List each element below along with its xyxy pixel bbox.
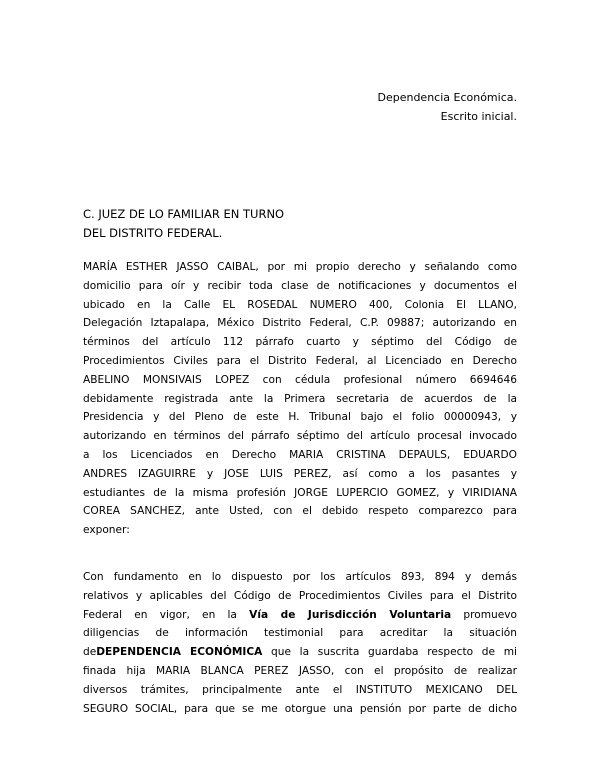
document-heading (377, 88, 517, 126)
heading-line-1: Dependencia Económica. (377, 91, 517, 104)
line-text: Federal en vigor, en la (83, 608, 250, 621)
paragraph-line: debidamente registrada ante la Primera secretaria de acuerdos de la (83, 392, 517, 405)
paragraph-line: Procedimientos Civiles para el Distrito Federal, al Licenciado en Derecho (83, 354, 517, 367)
heading-line-2: Escrito inicial. (440, 110, 517, 123)
paragraph-line: Con fundamento en lo dispuesto por los artículos 893, 894 y demás (83, 571, 517, 583)
bold-dependency-term: DEPENDENCIA ECONÓMICA (96, 646, 263, 659)
paragraph-line: Delegación Iztapalapa, México Distrito Federal, C.P. 09887; autorizando en (83, 317, 517, 330)
bold-procedure-name: Vía de Jurisdicción Voluntaria (249, 608, 452, 621)
paragraph-petitioner (83, 258, 517, 540)
paragraph-line: relativos y aplicables del Código de Procedimientos Civiles para el Distrito (83, 589, 517, 602)
paragraph-line: diversos trámites, principalmente ante el INSTITUTO MEXICANO DEL (83, 683, 517, 696)
paragraph-line: autorizando en términos del párrafo séptimo del artículo procesal invocado (83, 430, 517, 443)
paragraph-grounds (83, 568, 517, 718)
paragraph-line: Presidencia y del Pleno de este H. Tribunal bajo el folio 00000943, y (83, 411, 517, 424)
paragraph-line: domicilio para oír y recibir toda clase de notificaciones y documentos el (83, 279, 517, 292)
paragraph-line: términos del artículo 112 párrafo cuarto y séptimo del Código de (83, 336, 517, 349)
addressee-block (83, 205, 284, 243)
line-text: promuevo (451, 608, 517, 621)
paragraph-line: ABELINO MONSIVAIS LOPEZ con cédula profesional número 6694646 (83, 373, 517, 386)
paragraph-line (83, 643, 517, 662)
paragraph-line: ubicado en la Calle EL ROSEDAL NUMERO 400, Colonia El LLANO, (83, 298, 517, 311)
paragraph-line (83, 606, 517, 625)
line-text: que la suscrita guardaba respecto de mi (262, 646, 517, 659)
paragraph-line: SEGURO SOCIAL, para que se me otorgue una pensión por parte de dicho (83, 702, 517, 715)
paragraph-line: ANDRES IZAGUIRRE y JOSE LUIS PEREZ, así como a los pasantes y (83, 467, 517, 480)
paragraph-line: estudiantes de la misma profesión JORGE LUPERCIO GOMEZ, y VIRIDIANA (83, 486, 517, 499)
paragraph-line: MARÍA ESTHER JASSO CAIBAL, por mi propio derecho y señalando como (83, 261, 517, 273)
paragraph-line: exponer: (83, 524, 130, 537)
paragraph-line: finada hija MARIA BLANCA PEREZ JASSO, con el propósito de realizar (83, 664, 517, 677)
addressee-line-2: DEL DISTRITO FEDERAL. (83, 226, 223, 240)
paragraph-line: a los Licenciados en Derecho MARIA CRISTINA DEPAULS, EDUARDO (83, 448, 517, 461)
addressee-line-1: C. JUEZ DE LO FAMILIAR EN TURNO (83, 207, 285, 221)
line-text: de (83, 646, 97, 659)
paragraph-line: diligencias de información testimonial para acreditar la situación (83, 627, 517, 640)
paragraph-line: COREA SANCHEZ, ante Usted, con el debido respeto comparezco para (83, 505, 517, 518)
